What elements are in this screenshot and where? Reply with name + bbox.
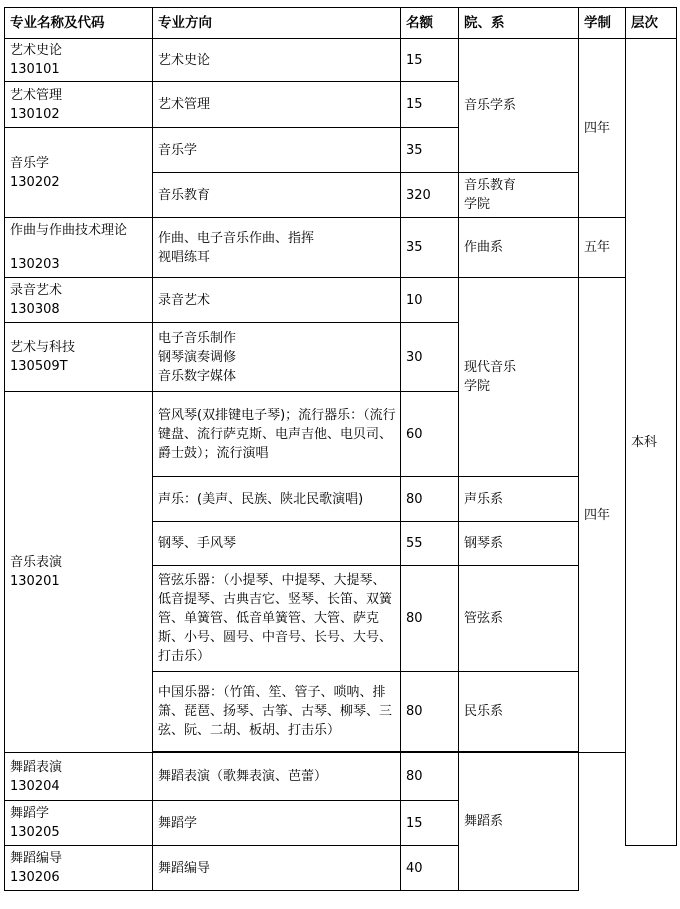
major-code: 130101 bbox=[10, 62, 60, 77]
table-row bbox=[5, 753, 677, 801]
cell-major-direction: 舞蹈编导 bbox=[153, 846, 401, 891]
cell-quota: 15 bbox=[401, 82, 459, 128]
cell-quota: 10 bbox=[401, 278, 459, 323]
cell-quota: 30 bbox=[401, 323, 459, 392]
direction-line-2: 钢琴演奏调修 bbox=[158, 349, 237, 365]
cell-major-direction: 音乐学 bbox=[153, 128, 401, 173]
column-header-major-direction: 专业方向 bbox=[153, 8, 401, 39]
cell-major-direction: 管弦乐器：（小提琴、中提琴、大提琴、低音提琴、古典吉它、竖琴、长笛、双簧管、单簧管、低音单簧管、大管、萨克斯、小号、圆号、中音号、长号、大号、打击乐） bbox=[153, 566, 401, 672]
major-code: 130204 bbox=[10, 778, 60, 794]
cell-quota: 80 bbox=[401, 566, 459, 672]
cell-department: 民乐系 bbox=[459, 672, 579, 752]
cell-major-name-code bbox=[5, 82, 153, 128]
cell-major-direction: 管风琴(双排键电子琴)；流行器乐：（流行键盘、流行萨克斯、电声吉他、电贝司、爵士鼓）；流行演唱 bbox=[153, 392, 401, 477]
cell-quota: 15 bbox=[401, 39, 459, 82]
major-name: 舞蹈表演 bbox=[10, 759, 63, 775]
cell-major-direction: 艺术管理 bbox=[153, 82, 401, 128]
major-code: 130308 bbox=[10, 302, 60, 317]
major-name: 艺术管理 bbox=[10, 87, 63, 103]
direction-line-3: 音乐数字媒体 bbox=[158, 368, 237, 384]
column-header-study-years: 学制 bbox=[579, 8, 626, 39]
cell-major-direction: 舞蹈学 bbox=[153, 801, 401, 846]
table-row bbox=[5, 39, 677, 82]
department-line-2: 学院 bbox=[464, 197, 491, 212]
column-header-major-name-code: 专业名称及代码 bbox=[5, 8, 153, 39]
table-header bbox=[5, 8, 677, 39]
cell-major-name-code bbox=[5, 392, 153, 753]
cell-quota: 35 bbox=[401, 218, 459, 278]
cell-major-direction: 舞蹈表演（歌舞表演、芭蕾） bbox=[153, 753, 401, 801]
major-name: 音乐学 bbox=[10, 155, 50, 171]
cell-quota: 80 bbox=[401, 753, 459, 801]
cell-quota: 320 bbox=[401, 173, 459, 218]
cell-department: 管弦系 bbox=[459, 566, 579, 672]
cell-quota: 15 bbox=[401, 801, 459, 846]
department-line-2: 学院 bbox=[464, 379, 491, 394]
direction-line-1: 作曲、电子音乐作曲、指挥 bbox=[158, 230, 315, 246]
cell-major-direction bbox=[153, 323, 401, 392]
cell-major-name-code bbox=[5, 323, 153, 392]
cell-quota: 55 bbox=[401, 522, 459, 566]
column-header-department: 院、系 bbox=[459, 8, 579, 39]
table-header-row bbox=[5, 8, 677, 39]
cell-quota: 35 bbox=[401, 128, 459, 173]
cell-major-name-code bbox=[5, 218, 153, 278]
cell-department: 作曲系 bbox=[459, 218, 579, 278]
cell-quota: 40 bbox=[401, 846, 459, 891]
admission-plan-table bbox=[4, 7, 677, 891]
direction-line-2: 视唱练耳 bbox=[158, 249, 211, 265]
table-row bbox=[5, 218, 677, 278]
cell-major-name-code bbox=[5, 39, 153, 82]
major-code: 130203 bbox=[10, 257, 60, 272]
major-code: 130206 bbox=[10, 870, 60, 885]
major-name: 舞蹈学 bbox=[10, 806, 50, 821]
major-name: 作曲与作曲技术理论 bbox=[10, 223, 128, 238]
cell-study-years: 五年 bbox=[579, 218, 626, 278]
major-name: 录音艺术 bbox=[10, 283, 63, 298]
cell-study-years: 四年 bbox=[579, 278, 626, 753]
department-line-1: 音乐教育 bbox=[464, 178, 517, 193]
cell-quota: 60 bbox=[401, 392, 459, 477]
column-header-quota: 名额 bbox=[401, 8, 459, 39]
major-name: 舞蹈编导 bbox=[10, 851, 63, 866]
cell-major-direction: 录音艺术 bbox=[153, 278, 401, 323]
cell-major-name-code bbox=[5, 128, 153, 218]
major-code: 130202 bbox=[10, 174, 60, 190]
direction-line-1: 电子音乐制作 bbox=[158, 330, 237, 346]
cell-major-direction: 声乐：(美声、民族、陕北民歌演唱) bbox=[153, 477, 401, 522]
cell-department: 音乐学系 bbox=[459, 39, 579, 173]
cell-department: 钢琴系 bbox=[459, 522, 579, 566]
cell-major-direction: 钢琴、手风琴 bbox=[153, 522, 401, 566]
cell-department bbox=[459, 278, 579, 477]
major-code: 130205 bbox=[10, 825, 60, 840]
department-line-1: 现代音乐 bbox=[464, 360, 517, 375]
cell-major-name-code bbox=[5, 278, 153, 323]
cell-quota: 80 bbox=[401, 672, 459, 752]
cell-major-direction: 艺术史论 bbox=[153, 39, 401, 82]
major-code: 130102 bbox=[10, 106, 60, 122]
cell-major-name-code bbox=[5, 753, 153, 801]
major-code: 130201 bbox=[10, 574, 60, 589]
cell-department: 声乐系 bbox=[459, 477, 579, 522]
major-name: 艺术与科技 bbox=[10, 340, 76, 355]
major-name: 艺术史论 bbox=[10, 43, 63, 58]
major-code: 130509T bbox=[10, 359, 68, 374]
cell-department: 舞蹈系 bbox=[459, 753, 579, 891]
cell-study-years: 四年 bbox=[579, 39, 626, 218]
table-body bbox=[5, 39, 677, 891]
cell-department bbox=[459, 173, 579, 218]
cell-major-direction: 中国乐器：（竹笛、笙、管子、唢呐、排箫、琵琶、扬琴、古筝、古琴、柳琴、三弦、阮、二胡、板胡、打击乐） bbox=[153, 672, 401, 752]
cell-quota: 80 bbox=[401, 477, 459, 522]
cell-major-name-code bbox=[5, 801, 153, 846]
cell-level: 本科 bbox=[626, 39, 677, 846]
cell-major-name-code bbox=[5, 846, 153, 891]
table-row bbox=[5, 278, 677, 323]
column-header-level: 层次 bbox=[626, 8, 677, 39]
cell-major-direction bbox=[153, 218, 401, 278]
cell-major-direction: 音乐教育 bbox=[153, 173, 401, 218]
major-name: 音乐表演 bbox=[10, 555, 63, 570]
